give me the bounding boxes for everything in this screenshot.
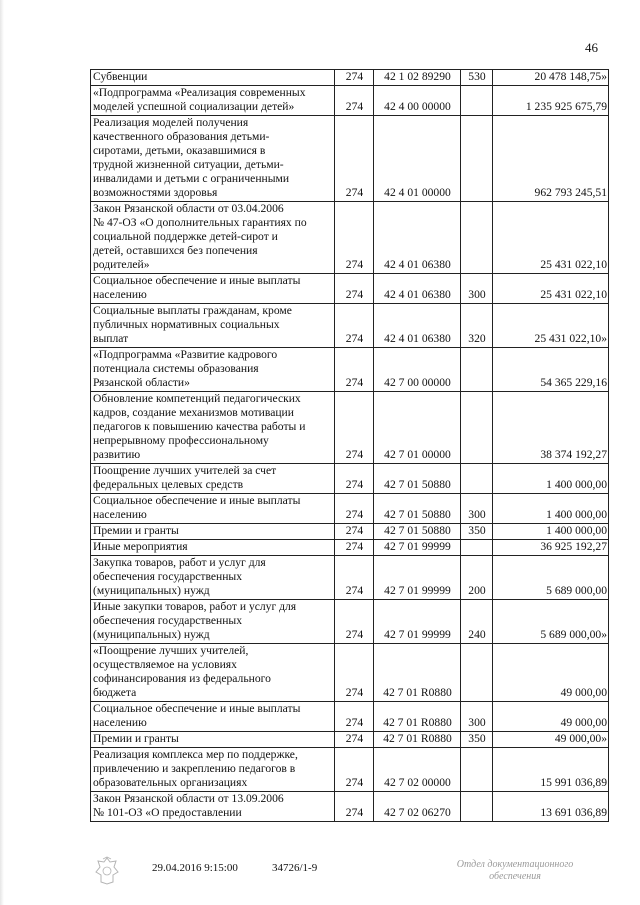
cell-expense-type: 530	[461, 70, 493, 86]
item-name-line: Социальное обеспечение и иные выплаты	[93, 702, 301, 715]
cell-target-article: 42 7 01 50880	[374, 464, 461, 494]
item-name-line: Реализация моделей получения	[93, 116, 249, 129]
cell-department-code: 274	[335, 392, 374, 464]
coat-of-arms-icon	[94, 856, 120, 886]
cell-item-name	[91, 202, 335, 274]
cell-expense-type: 200	[461, 556, 493, 600]
cell-amount: 962 793 245,51	[493, 116, 609, 202]
cell-target-article: 42 7 01 99999	[374, 556, 461, 600]
cell-item-name	[91, 644, 335, 702]
item-name-line: осуществляемое на условиях	[93, 658, 237, 671]
item-name-line: образовательных организациях	[93, 776, 248, 789]
cell-expense-type	[461, 202, 493, 274]
item-name-line: № 101-ОЗ «О предоставлении	[93, 806, 242, 819]
item-name-line: детей, оставшихся без попечения	[93, 244, 258, 257]
cell-department-code: 274	[335, 540, 374, 556]
item-name-line: федеральных целевых средств	[93, 478, 244, 491]
item-name-line: (муниципальных) нужд	[93, 628, 210, 641]
budget-table-body	[91, 70, 609, 822]
cell-amount: 1 400 000,00	[493, 494, 609, 524]
cell-amount: 38 374 192,27	[493, 392, 609, 464]
item-name-line: социальной поддержке детей-сирот и	[93, 230, 278, 243]
footer-datetime: 29.04.2016 9:15:00	[152, 862, 238, 874]
cell-amount: 15 991 036,89	[493, 748, 609, 792]
cell-expense-type: 300	[461, 274, 493, 304]
item-name-line: Реализация комплекса мер по поддержке,	[93, 748, 298, 761]
table-row	[91, 540, 609, 556]
cell-item-name	[91, 274, 335, 304]
cell-target-article: 42 4 01 00000	[374, 116, 461, 202]
cell-department-code: 274	[335, 348, 374, 392]
cell-target-article: 42 7 01 R0880	[374, 702, 461, 732]
item-name-line: «Подпрограмма «Развитие кадрового	[93, 348, 278, 361]
item-name-line: № 47-ОЗ «О дополнительных гарантиях по	[93, 216, 307, 229]
cell-department-code: 274	[335, 304, 374, 348]
cell-expense-type	[461, 86, 493, 116]
item-name-line: сиротами, детьми, оказавшимися в	[93, 144, 266, 157]
cell-target-article: 42 1 02 89290	[374, 70, 461, 86]
cell-target-article: 42 7 02 06270	[374, 792, 461, 822]
cell-item-name	[91, 748, 335, 792]
item-name-line: Иные мероприятия	[93, 540, 188, 553]
cell-department-code: 274	[335, 644, 374, 702]
cell-item-name	[91, 732, 335, 748]
table-row	[91, 202, 609, 274]
cell-expense-type	[461, 792, 493, 822]
cell-target-article: 42 4 01 06380	[374, 202, 461, 274]
cell-item-name	[91, 348, 335, 392]
cell-item-name	[91, 304, 335, 348]
item-name-line: родителей»	[93, 258, 150, 271]
cell-department-code: 274	[335, 792, 374, 822]
cell-item-name	[91, 86, 335, 116]
item-name-line: Поощрение лучших учителей за счет	[93, 464, 277, 477]
cell-amount: 49 000,00	[493, 644, 609, 702]
cell-department-code: 274	[335, 524, 374, 540]
table-row	[91, 70, 609, 86]
cell-amount: 1 235 925 675,79	[493, 86, 609, 116]
cell-target-article: 42 7 01 50880	[374, 494, 461, 524]
item-name-line: развитию	[93, 448, 141, 461]
cell-department-code: 274	[335, 732, 374, 748]
cell-expense-type	[461, 464, 493, 494]
cell-target-article: 42 7 01 R0880	[374, 644, 461, 702]
item-name-line: бюджета	[93, 686, 137, 699]
item-name-line: обеспечения государственных	[93, 570, 243, 583]
cell-expense-type: 320	[461, 304, 493, 348]
cell-item-name	[91, 702, 335, 732]
department-stamp	[450, 859, 580, 883]
item-name-line: населению	[93, 716, 147, 729]
cell-target-article: 42 7 01 99999	[374, 540, 461, 556]
cell-department-code: 274	[335, 556, 374, 600]
cell-item-name	[91, 464, 335, 494]
item-name-line: Закон Рязанской области от 13.09.2006	[93, 792, 284, 805]
item-name-line: Премии и гранты	[93, 732, 179, 745]
item-name-line: населению	[93, 288, 147, 301]
item-name-line: инвалидами и детьми с ограниченными	[93, 172, 290, 185]
cell-expense-type: 350	[461, 732, 493, 748]
table-row	[91, 274, 609, 304]
item-name-line: Рязанской области»	[93, 376, 190, 389]
cell-department-code: 274	[335, 202, 374, 274]
table-row	[91, 702, 609, 732]
table-row	[91, 116, 609, 202]
item-name-line: Закон Рязанской области от 03.04.2006	[93, 202, 284, 215]
cell-target-article: 42 7 01 R0880	[374, 732, 461, 748]
cell-department-code: 274	[335, 464, 374, 494]
cell-department-code: 274	[335, 600, 374, 644]
table-row	[91, 494, 609, 524]
cell-amount: 49 000,00»	[493, 732, 609, 748]
page-number: 46	[585, 40, 598, 55]
item-name-line: (муниципальных) нужд	[93, 584, 210, 597]
cell-amount: 1 400 000,00	[493, 464, 609, 494]
table-row	[91, 86, 609, 116]
cell-department-code: 274	[335, 70, 374, 86]
item-name-line: потенциала системы образования	[93, 362, 259, 375]
cell-department-code: 274	[335, 86, 374, 116]
table-row	[91, 600, 609, 644]
cell-target-article: 42 4 01 06380	[374, 304, 461, 348]
table-row	[91, 524, 609, 540]
cell-department-code: 274	[335, 702, 374, 732]
cell-target-article: 42 7 01 99999	[374, 600, 461, 644]
cell-amount: 5 689 000,00»	[493, 600, 609, 644]
item-name-line: качественного образования детьми-	[93, 130, 270, 143]
item-name-line: населению	[93, 508, 147, 521]
table-row	[91, 732, 609, 748]
cell-item-name	[91, 494, 335, 524]
cell-amount: 54 365 229,16	[493, 348, 609, 392]
stamp-line: Отдел документационного	[456, 859, 574, 870]
cell-target-article: 42 7 00 00000	[374, 348, 461, 392]
item-name-line: возможностями здоровья	[93, 186, 218, 199]
cell-item-name	[91, 116, 335, 202]
item-name-line: Иные закупки товаров, работ и услуг для	[93, 600, 297, 613]
item-name-line: публичных нормативных социальных	[93, 318, 280, 331]
table-row	[91, 644, 609, 702]
cell-expense-type: 350	[461, 524, 493, 540]
item-name-line: Социальное обеспечение и иные выплаты	[93, 494, 301, 507]
table-row	[91, 748, 609, 792]
item-name-line: обеспечения государственных	[93, 614, 243, 627]
cell-department-code: 274	[335, 274, 374, 304]
cell-expense-type	[461, 116, 493, 202]
stamp-line: обеспечения	[489, 871, 541, 882]
cell-item-name	[91, 600, 335, 644]
cell-expense-type: 300	[461, 702, 493, 732]
cell-expense-type	[461, 644, 493, 702]
cell-department-code: 274	[335, 748, 374, 792]
cell-expense-type	[461, 540, 493, 556]
table-row	[91, 464, 609, 494]
table-row	[91, 556, 609, 600]
table-row	[91, 792, 609, 822]
cell-amount: 49 000,00	[493, 702, 609, 732]
cell-department-code: 274	[335, 116, 374, 202]
item-name-line: «Подпрограмма «Реализация современных	[93, 86, 306, 99]
item-name-line: Закупка товаров, работ и услуг для	[93, 556, 266, 569]
item-name-line: моделей успешной социализации детей»	[93, 100, 295, 113]
item-name-line: трудной жизненной ситуации, детьми-	[93, 158, 284, 171]
cell-item-name	[91, 556, 335, 600]
item-name-line: выплат	[93, 332, 129, 345]
cell-item-name	[91, 540, 335, 556]
item-name-line: Обновление компетенций педагогических	[93, 392, 301, 405]
cell-expense-type: 300	[461, 494, 493, 524]
cell-amount: 5 689 000,00	[493, 556, 609, 600]
cell-target-article: 42 4 00 00000	[374, 86, 461, 116]
cell-amount: 25 431 022,10	[493, 274, 609, 304]
cell-target-article: 42 7 01 00000	[374, 392, 461, 464]
scan-edge	[0, 0, 4, 905]
cell-amount: 20 478 148,75»	[493, 70, 609, 86]
cell-department-code: 274	[335, 494, 374, 524]
item-name-line: привлечению и закреплению педагогов в	[93, 762, 296, 775]
item-name-line: Социальное обеспечение и иные выплаты	[93, 274, 301, 287]
cell-expense-type: 240	[461, 600, 493, 644]
item-name-line: Социальные выплаты гражданам, кроме	[93, 304, 292, 317]
cell-item-name	[91, 792, 335, 822]
item-name-line: кадров, создание механизмов мотивации	[93, 406, 294, 419]
cell-expense-type	[461, 748, 493, 792]
cell-amount: 1 400 000,00	[493, 524, 609, 540]
cell-amount: 36 925 192,27	[493, 540, 609, 556]
table-row	[91, 392, 609, 464]
cell-expense-type	[461, 348, 493, 392]
cell-amount: 13 691 036,89	[493, 792, 609, 822]
cell-item-name	[91, 524, 335, 540]
item-name-line: «Поощрение лучших учителей,	[93, 644, 249, 657]
item-name-line: непрерывному профессиональному	[93, 434, 269, 447]
table-row	[91, 304, 609, 348]
cell-item-name	[91, 70, 335, 86]
cell-amount: 25 431 022,10	[493, 202, 609, 274]
budget-table	[90, 69, 609, 822]
cell-target-article: 42 7 02 00000	[374, 748, 461, 792]
cell-target-article: 42 4 01 06380	[374, 274, 461, 304]
table-row	[91, 348, 609, 392]
item-name-line: софинансирования из федерального	[93, 672, 271, 685]
footer-doc-number: 34726/1-9	[272, 862, 318, 874]
cell-target-article: 42 7 01 50880	[374, 524, 461, 540]
page-footer	[0, 860, 640, 900]
cell-amount: 25 431 022,10»	[493, 304, 609, 348]
cell-item-name	[91, 392, 335, 464]
item-name-line: педагогов к повышению качества работы и	[93, 420, 306, 433]
item-name-line: Субвенции	[93, 70, 148, 83]
cell-expense-type	[461, 392, 493, 464]
item-name-line: Премии и гранты	[93, 524, 179, 537]
